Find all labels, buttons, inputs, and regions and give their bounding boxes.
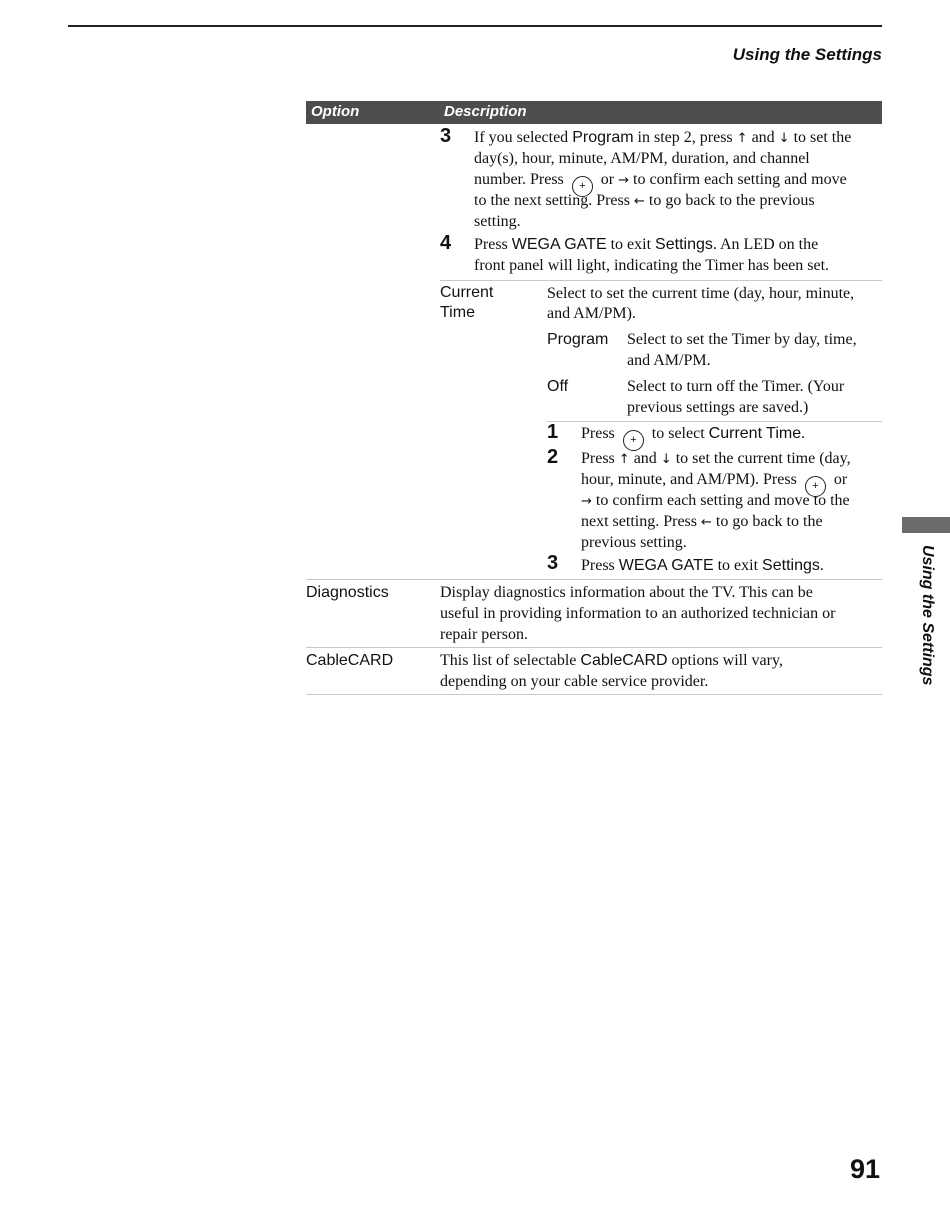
timer-step3-line5: setting. xyxy=(474,213,521,230)
current-time-step3: Press WEGA GATE to exit Settings. xyxy=(581,557,824,574)
current-time-label-line2: Time xyxy=(440,304,475,321)
program-desc-line2: and AM/PM. xyxy=(627,352,711,369)
right-arrow-icon: → xyxy=(581,494,592,509)
off-desc-line2: previous settings are saved.) xyxy=(627,399,809,416)
row-divider xyxy=(306,579,882,580)
section-side-label: Using the Settings xyxy=(919,545,936,686)
diagnostics-desc-line1: Display diagnostics information about the TV. This can be xyxy=(440,584,813,601)
joystick-button-icon: + xyxy=(805,476,826,497)
step-number: 1 xyxy=(547,421,559,443)
page-number: 91 xyxy=(849,1154,880,1184)
cablecard-desc-line2: depending on your cable service provider. xyxy=(440,673,709,690)
diagnostics-label: Diagnostics xyxy=(306,584,389,601)
timer-step3-line2: day(s), hour, minute, AM/PM, duration, and channel xyxy=(474,150,810,167)
off-label: Off xyxy=(547,378,569,395)
column-header-option: Option xyxy=(311,103,360,120)
up-arrow-icon: ↑ xyxy=(736,131,748,146)
current-time-label-line1: Current xyxy=(440,284,494,301)
off-desc-line1: Select to turn off the Timer. (Your xyxy=(627,378,845,395)
table-header xyxy=(306,101,882,124)
diagnostics-desc-line2: useful in providing information to an authorized technician or xyxy=(440,605,836,622)
cablecard-label: CableCARD xyxy=(306,652,394,669)
top-rule xyxy=(68,25,882,27)
current-time-step2-line2: hour, minute, and AM/PM). Press + or xyxy=(581,469,847,497)
timer-step3-line1: If you selected Program in step 2, press ↑ and ↓ to set the xyxy=(474,129,852,146)
up-arrow-icon: ↑ xyxy=(618,452,630,467)
step-number: 3 xyxy=(547,552,559,574)
step-number: 3 xyxy=(440,125,452,147)
timer-step3-line4: to the next setting. Press ← to go back to the previous xyxy=(474,192,815,209)
row-divider xyxy=(306,694,882,695)
row-divider xyxy=(547,421,882,422)
down-arrow-icon: ↓ xyxy=(660,452,672,467)
right-arrow-icon: → xyxy=(618,173,630,188)
joystick-button-icon: + xyxy=(623,430,644,451)
program-label: Program xyxy=(547,331,609,348)
down-arrow-icon: ↓ xyxy=(778,131,790,146)
cablecard-desc-line1: This list of selectable CableCARD options will vary, xyxy=(440,652,783,669)
current-time-step1: Press + to select Current Time. xyxy=(581,423,805,451)
step-number: 2 xyxy=(547,446,559,468)
row-divider xyxy=(440,280,882,281)
step-number: 4 xyxy=(440,232,452,254)
current-time-desc-line1: Select to set the current time (day, hour, minute, xyxy=(547,285,855,302)
current-time-step2-line1: Press ↑ and ↓ to set the current time (day, xyxy=(581,450,851,467)
section-side-tab xyxy=(902,517,950,533)
current-time-step2-line4: next setting. Press ← to go back to the xyxy=(581,513,823,530)
program-desc-line1: Select to set the Timer by day, time, xyxy=(627,331,857,348)
left-arrow-icon: ← xyxy=(633,194,645,209)
current-time-desc-line2: and AM/PM). xyxy=(547,305,636,322)
left-arrow-icon: ← xyxy=(701,515,712,530)
page-header-title: Using the Settings xyxy=(732,45,882,64)
timer-step4-line1: Press WEGA GATE to exit Settings. An LED on the xyxy=(474,236,819,253)
row-divider xyxy=(306,647,882,648)
current-time-step2-line5: previous setting. xyxy=(581,534,687,551)
timer-step4-line2: front panel will light, indicating the Timer has been set. xyxy=(474,257,830,274)
joystick-button-icon: + xyxy=(572,176,593,197)
timer-step3-line3: number. Press + or → to confirm each setting and move xyxy=(474,169,847,197)
current-time-step2-line3: → to confirm each setting and move to the xyxy=(581,492,850,509)
column-header-description: Description xyxy=(444,103,527,120)
diagnostics-desc-line3: repair person. xyxy=(440,626,528,643)
